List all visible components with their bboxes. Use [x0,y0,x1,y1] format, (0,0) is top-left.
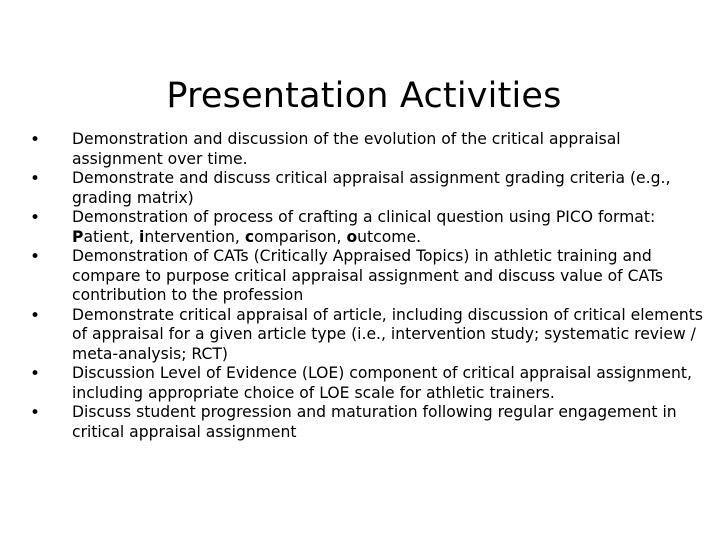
pico-word-comparison: omparison, [254,227,347,246]
slide-title: Presentation Activities [166,76,562,117]
pico-word-intervention: ntervention, [144,227,245,246]
bullet-item-5 [30,306,710,365]
pico-word-patient: atient, [83,227,139,246]
bullet-item-7 [30,403,710,442]
bullet-text: Demonstration and discussion of the evolution of the critical appraisal assignment over time. [72,130,621,168]
bullet-point-icon: • [30,364,41,384]
bullet-point-icon: • [30,169,41,189]
bullet-point-icon: • [30,130,41,150]
bullet-point-icon: • [30,208,41,228]
pico-letter-p: P [72,227,84,246]
pico-letter-c: c [244,227,255,246]
bullet-point-icon: • [30,247,41,267]
bullet-text: Demonstrate critical appraisal of article, including discussion of critical elements of appraisal for a given article type (i.e., intervention study; systematic review / meta-analysis; RCT) [72,305,704,363]
pico-letter-i: i [138,227,145,246]
bullet-text: Demonstration of process of crafting a clinical question using PICO format: [72,208,656,226]
bullet-item-6 [30,364,710,403]
bullet-item-3 [30,208,710,247]
pico-word-outcome: utcome. [357,227,422,246]
pico-letter-o: o [346,227,358,246]
bullet-text: Demonstrate and discuss critical appraisal assignment grading criteria (e.g., grading matrix) [72,169,671,207]
bullet-point-icon: • [30,305,41,326]
bullet-point-icon: • [30,403,41,423]
bullet-text: Demonstration of CATs (Critically Appraised Topics) in athletic training and compare to purpose critical appraisal assignment and discuss value of CATs contribution to the profession [72,247,664,304]
bullet-item-2 [30,169,710,208]
bullet-list [30,130,710,442]
bullet-item-4 [30,247,710,306]
bullet-item-1 [30,130,710,169]
bullet-text: Discussion Level of Evidence (LOE) component of critical appraisal assignment, including appropriate choice of LOE scale for athletic trainers. [72,364,692,402]
bullet-text: Discuss student progression and maturation following regular engagement in critical appraisal assignment [72,403,677,441]
